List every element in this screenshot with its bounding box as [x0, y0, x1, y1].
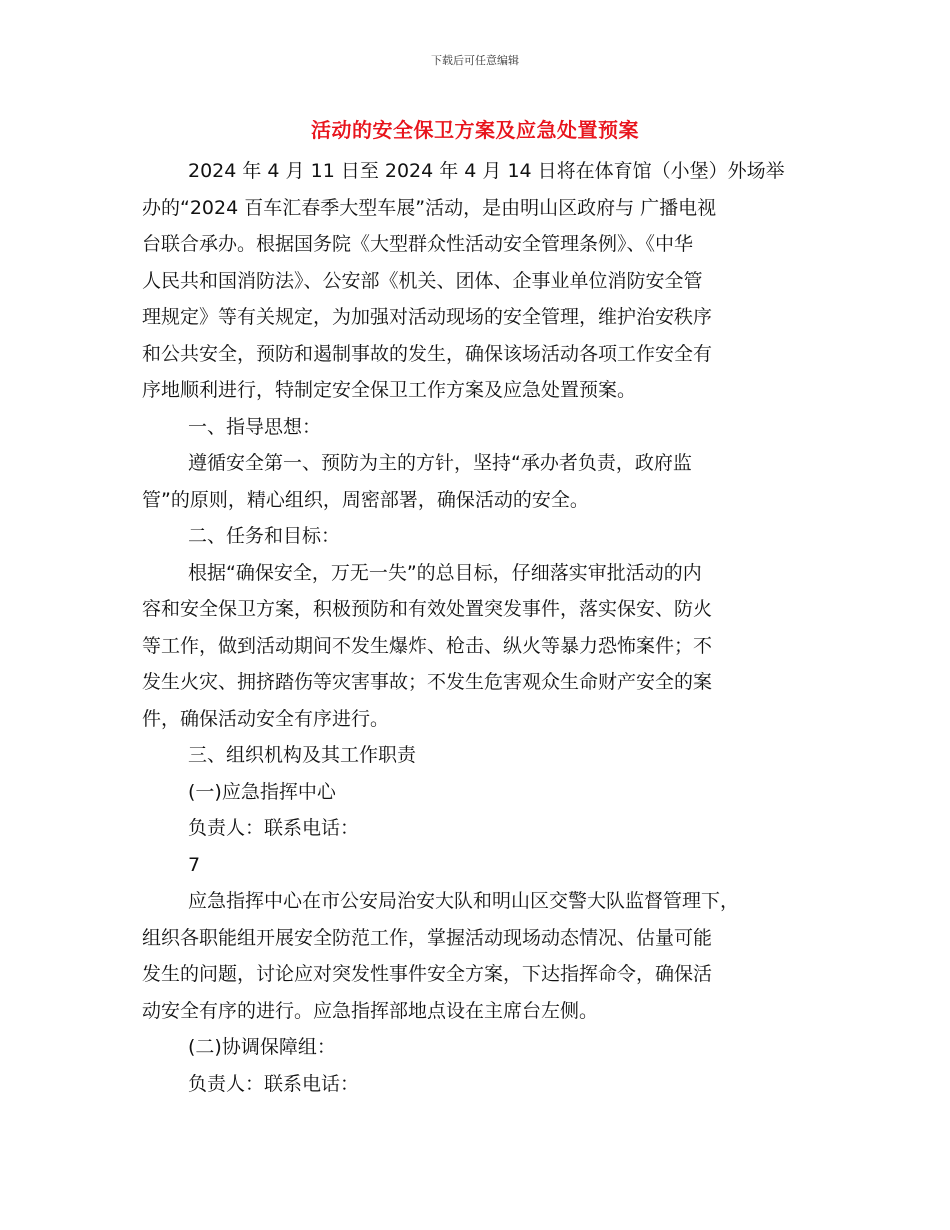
paragraph-line: 二、任务和目标：	[188, 525, 341, 547]
paragraph-line: 动安全有序的进行。应急指挥部地点设在主席台左侧。	[142, 999, 599, 1022]
paragraph-line: 办的“2024 百车汇春季大型车展”活动，是由明山区政府与 广播电视	[142, 196, 717, 219]
paragraph-line: 人民共和国消防法》、公安部《机关、团体、企事业单位消防安全管	[142, 269, 703, 292]
paragraph-line: (二)协调保障组：	[188, 1036, 336, 1058]
paragraph-line: 遵循安全第一、预防为主的方针，坚持“承办者负责，政府监	[188, 452, 692, 474]
paragraph-line: 发生火灾、拥挤踏伤等灾害事故；不发生危害观众生命财产安全的案	[142, 671, 713, 693]
paragraph-line: 发生的问题，讨论应对突发性事件安全方案，下达指挥命令，确保活	[142, 963, 713, 985]
paragraph-line: 管”的原则，精心组织，周密部署，确保活动的安全。	[142, 488, 589, 511]
paragraph-line: 2024 年 4 月 11 日至 2024 年 4 月 14 日将在体育馆（小堡）外场举	[188, 160, 785, 182]
paragraph-line: 三、组织机构及其工作职责	[188, 744, 417, 766]
paragraph-line: 理规定》等有关规定，为加强对活动现场的安全管理，维护治安秩序	[142, 306, 713, 328]
paragraph-line: 和公共安全，预防和遏制事故的发生，确保该场活动各项工作安全有	[142, 342, 713, 365]
paragraph-line: 一、指导思想：	[188, 415, 322, 438]
paragraph-line: 序地顺利进行，特制定安全保卫工作方案及应急处置预案。	[142, 379, 637, 401]
paragraph-line: 台联合承办。根据国务院《大型群众性活动安全管理条例》、《中华	[142, 233, 694, 255]
paragraph-line: 等工作，做到活动期间不发生爆炸、枪击、纵火等暴力恐怖案件；不	[142, 634, 713, 657]
paragraph-line: 组织各职能组开展安全防范工作，掌握活动现场动态情况、估量可能	[142, 926, 713, 949]
paragraph-line: 应急指挥中心在市公安局治安大队和明山区交警大队监督管理下，	[188, 890, 740, 912]
header-note: 下载后可任意编辑	[431, 54, 519, 67]
paragraph-line: 7	[188, 853, 201, 876]
paragraph-line: 负责人：联系电话：	[188, 817, 360, 839]
paragraph-line: 容和安全保卫方案，积极预防和有效处置突发事件，落实保安、防火	[142, 598, 713, 620]
paragraph-line: 件，确保活动安全有序进行。	[142, 707, 390, 730]
paragraph-line: 根据“确保安全，万无一失”的总目标，仔细落实审批活动的内	[188, 561, 702, 584]
document-body	[142, 153, 810, 1102]
document-title: 活动的安全保卫方案及应急处置预案	[311, 118, 639, 142]
paragraph-line: 负责人：联系电话：	[188, 1072, 360, 1095]
paragraph-line: (一)应急指挥中心	[188, 780, 336, 803]
